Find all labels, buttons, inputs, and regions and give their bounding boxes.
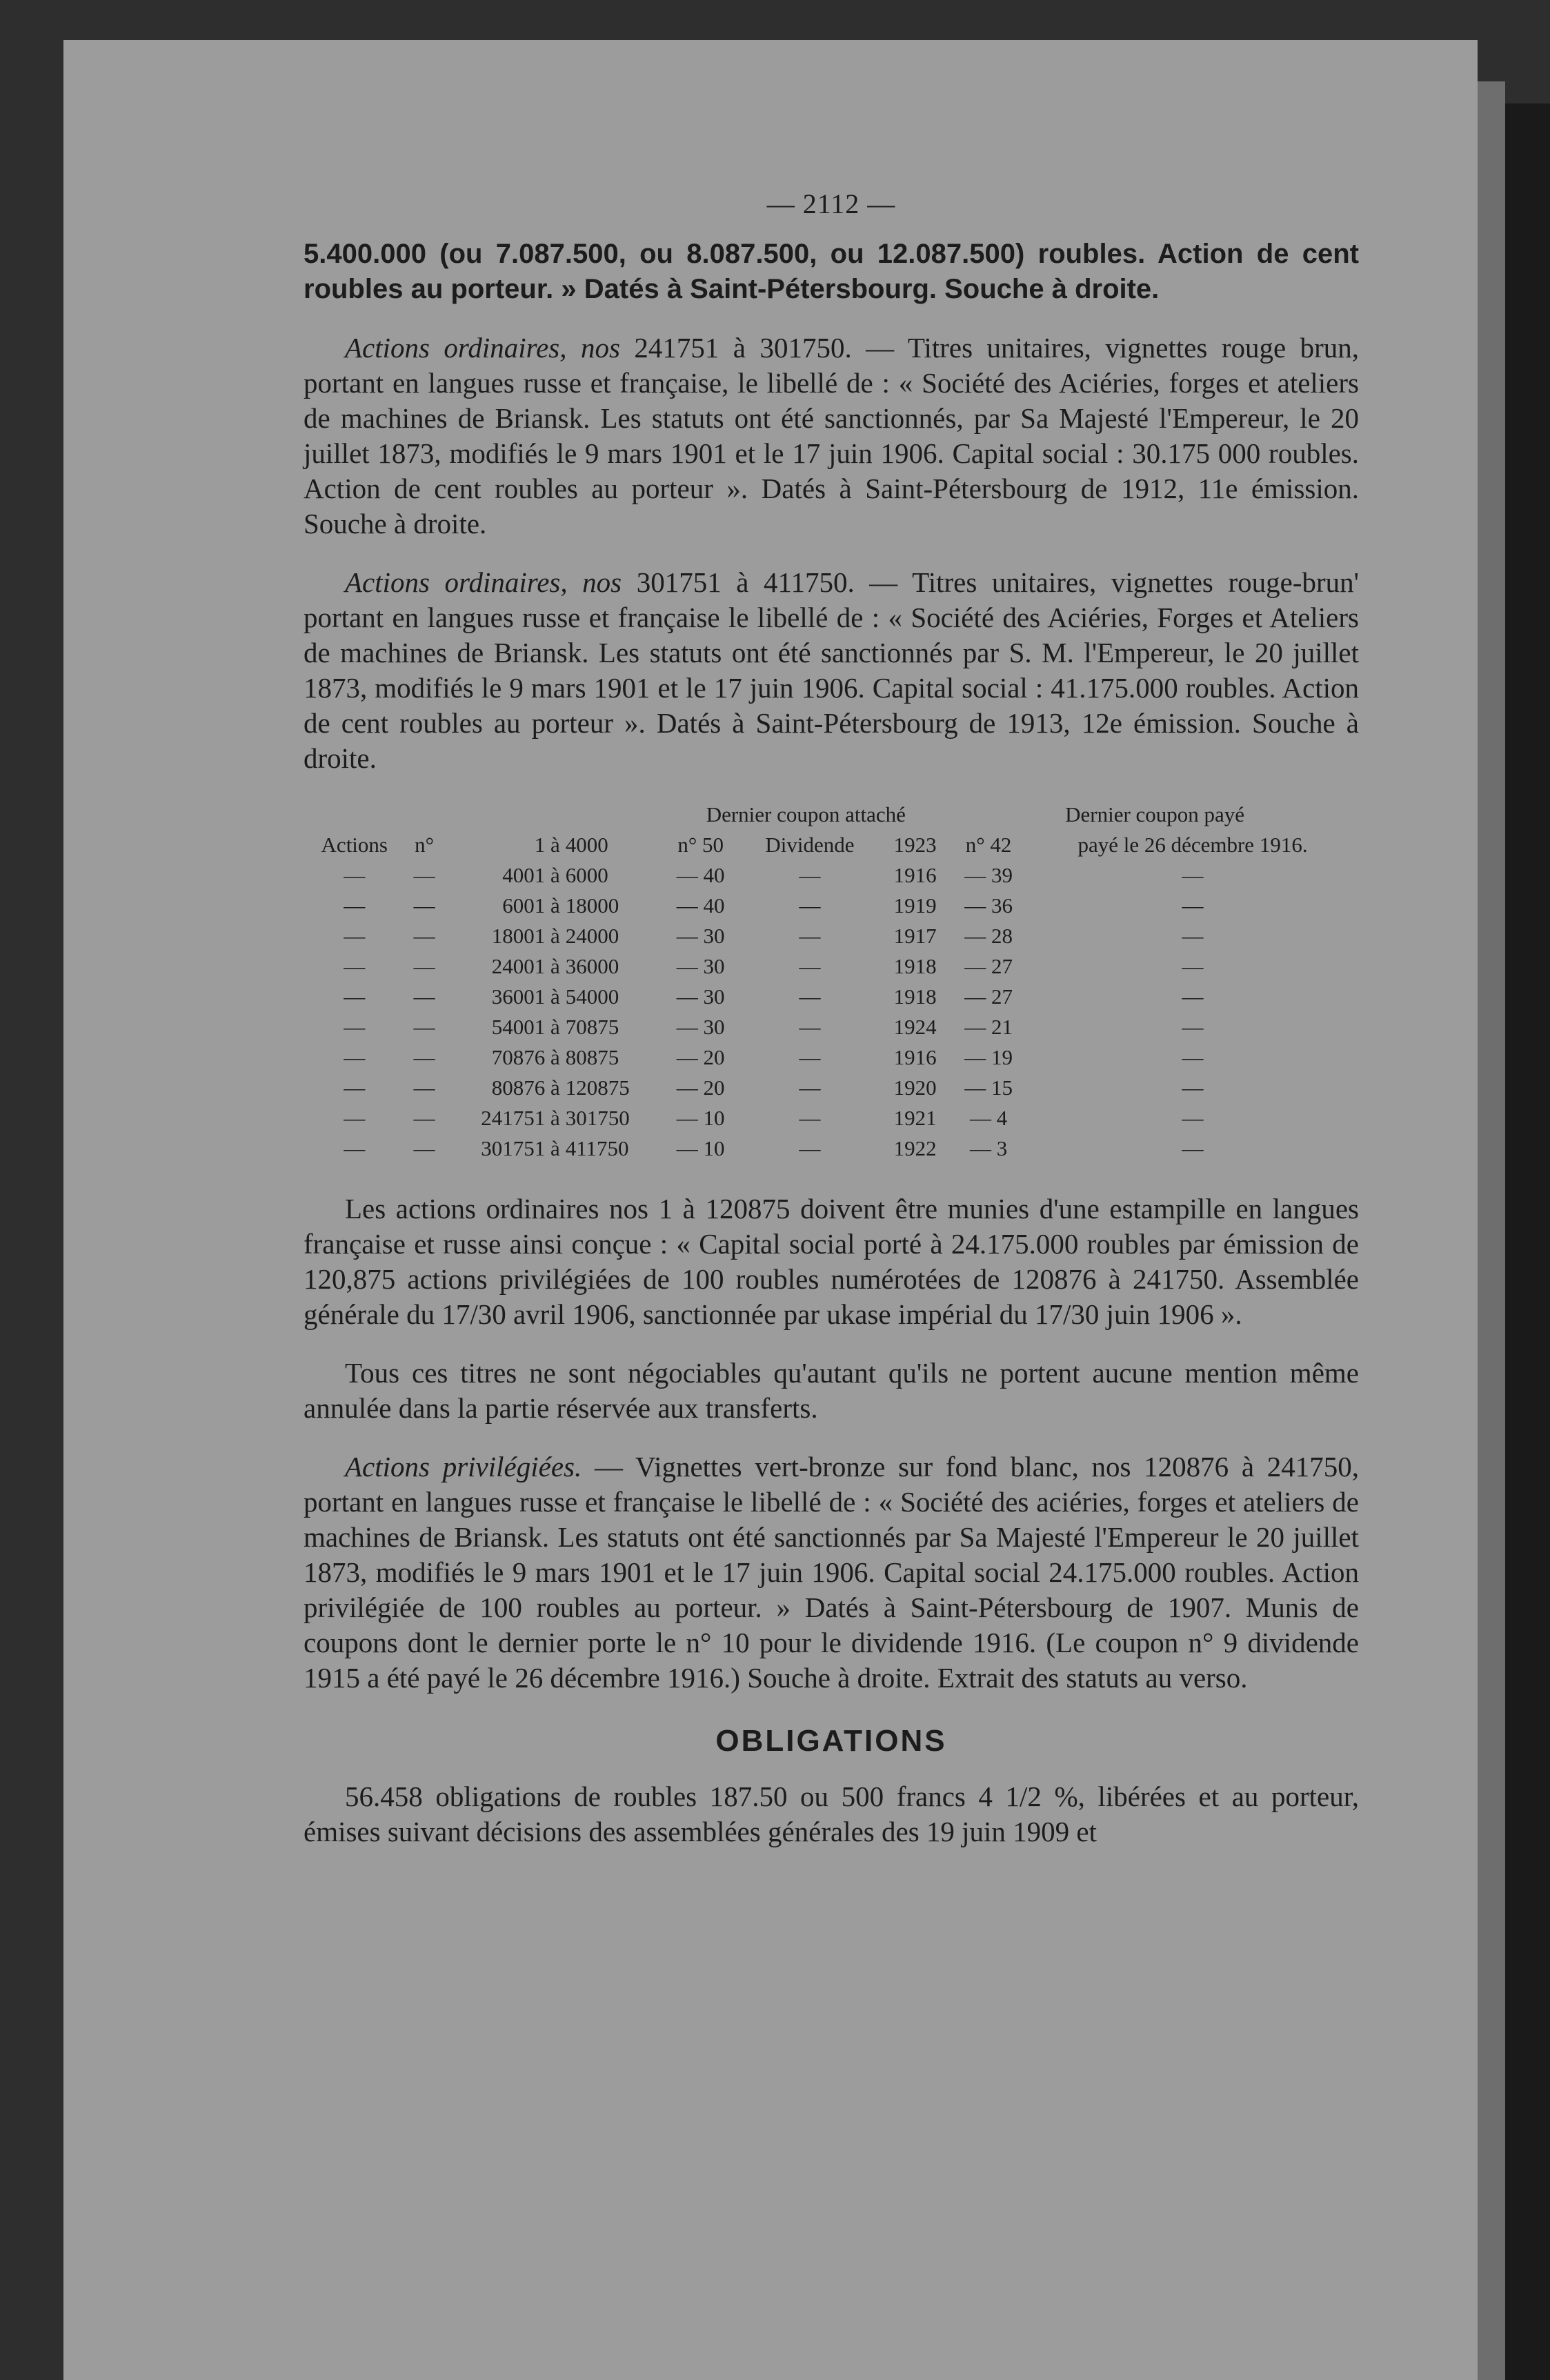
table-cell: 6001 à bbox=[502, 893, 560, 918]
table-row bbox=[304, 891, 1359, 921]
table-cell: — bbox=[799, 863, 821, 887]
table-row bbox=[304, 860, 1359, 891]
table-cell: — 19 bbox=[964, 1045, 1013, 1069]
table-cell: 24001 à bbox=[491, 954, 560, 978]
table-cell: — bbox=[799, 1106, 821, 1130]
table-cell: — bbox=[413, 1075, 435, 1100]
table-cell: 18001 à bbox=[491, 924, 560, 948]
table-cell: — bbox=[344, 1075, 366, 1100]
table-cell: — bbox=[344, 1106, 366, 1130]
paragraph-label: Actions ordinaires, bbox=[345, 332, 567, 364]
table-row bbox=[304, 982, 1359, 1012]
table-cell: — 40 bbox=[676, 863, 725, 887]
table-cell: — 10 bbox=[676, 1106, 725, 1130]
table-cell: 1917 bbox=[893, 924, 937, 948]
table-cell: — bbox=[799, 984, 821, 1009]
table-cell: 1918 bbox=[893, 954, 937, 978]
table-cell: — bbox=[413, 1106, 435, 1130]
table-cell: — bbox=[1182, 1106, 1204, 1130]
paragraph-text: — Titres unitaires, vignettes rouge brun, portant en langues russe et française, le libellé de : « Société des Aciéries, forges et ateliers de machines de Briansk. Les statuts ont été sanctionnés, par Sa Majesté l'Empereur, le 20 juillet 1873, modifiés le 9 mars 1901 et le 17 juin 1906. Capital social : 30.175 000 roubles. Action de cent roubles au porteur ». Datés à Saint-Pétersbourg de 1912, 11e émission. Souche à droite. bbox=[304, 332, 1360, 539]
table-cell: — bbox=[344, 863, 366, 887]
table-body bbox=[304, 860, 1359, 1164]
table-cell: 4001 à bbox=[502, 863, 560, 887]
paragraph-actions-ordinaires-2 bbox=[304, 565, 1359, 776]
table-header-cell: payé le 26 décembre 1916. bbox=[1077, 833, 1308, 857]
table-cell: — 28 bbox=[964, 924, 1013, 948]
table-header-cell: n° bbox=[415, 833, 435, 857]
table-header-cell: n° 42 bbox=[965, 833, 1012, 857]
table-cell: 70875 bbox=[565, 1015, 619, 1039]
table-cell: — bbox=[1182, 863, 1204, 887]
table-cell: — 10 bbox=[676, 1136, 725, 1160]
table-cell: — bbox=[1182, 1075, 1204, 1100]
table-cell: 24000 bbox=[565, 924, 619, 948]
range-text: 301751 à 411750. bbox=[636, 566, 855, 598]
table-row bbox=[304, 1012, 1359, 1042]
table-header-row bbox=[304, 830, 1359, 860]
table-cell: — 20 bbox=[676, 1075, 725, 1100]
range-text: 241751 à 301750. bbox=[634, 332, 852, 364]
table-cell: 411750 bbox=[565, 1136, 629, 1160]
table-cell: — bbox=[799, 1045, 821, 1069]
paragraph-obligations: 56.458 obligations de roubles 187.50 ou 500 francs 4 1/2 %, libérées et au porteur, émises suivant décisions des assemblées générales des 19 juin 1909 et bbox=[304, 1781, 1359, 1847]
table-header-cell: Actions bbox=[321, 833, 388, 857]
table-cell: — 21 bbox=[964, 1015, 1013, 1039]
table-cell: — bbox=[799, 1075, 821, 1100]
table-cell: — 20 bbox=[676, 1045, 725, 1069]
table-cell: — 27 bbox=[964, 954, 1013, 978]
table-cell: — 30 bbox=[676, 1015, 725, 1039]
table-header-cell: n° 50 bbox=[677, 833, 724, 857]
table-cell: 80876 à bbox=[491, 1075, 560, 1100]
coupon-table bbox=[304, 800, 1359, 1164]
table-cell: — 40 bbox=[676, 893, 725, 918]
table-cell: — bbox=[344, 924, 366, 948]
table-header-cell: Dividende bbox=[765, 833, 855, 857]
table-cell: 1916 bbox=[893, 863, 937, 887]
section-heading-obligations: OBLIGATIONS bbox=[715, 1724, 947, 1758]
table-cell: — 27 bbox=[964, 984, 1013, 1009]
table-cell: 1918 bbox=[893, 984, 937, 1009]
binding-strip bbox=[1505, 103, 1550, 2380]
table-header-cell: 1 à bbox=[534, 833, 560, 857]
table-cell: — bbox=[344, 954, 366, 978]
table-cell: 1921 bbox=[893, 1106, 937, 1130]
table-cell: 18000 bbox=[565, 893, 619, 918]
table-cell: — bbox=[1182, 1015, 1204, 1039]
table-cell: — bbox=[1182, 984, 1204, 1009]
paragraph-text: — Titres unitaires, vignettes rouge-brun' portant en langues russe et française le libellé de : « Société des Aciéries, Forges et Ateliers de machines de Briansk. Les statuts ont été sanctionnés par S. M. l'Empereur, le 20 juillet 1873, modifiés le 9 mars 1901 et le 17 juin 1906. Capital social : 41.175.000 roubles. Action de cent roubles au porteur ». Datés à Saint-Pétersbourg de 1913, 12e émission. Souche à droite. bbox=[304, 566, 1359, 774]
group-header-attache: Dernier coupon attaché bbox=[706, 802, 906, 826]
table-cell: — bbox=[344, 1136, 366, 1160]
paragraph-label: Actions ordinaires, bbox=[345, 566, 568, 598]
table-cell: — 30 bbox=[676, 924, 725, 948]
table-cell: — bbox=[1182, 893, 1204, 918]
table-cell: — bbox=[799, 954, 821, 978]
table-cell: 36000 bbox=[565, 954, 619, 978]
table-cell: 120875 bbox=[565, 1075, 630, 1100]
table-cell: — bbox=[413, 954, 435, 978]
paragraph-actions-privilegiees bbox=[304, 1449, 1359, 1696]
table-cell: 301750 bbox=[565, 1106, 630, 1130]
table-cell: 6000 bbox=[565, 863, 608, 887]
table-cell: — bbox=[344, 984, 366, 1009]
table-cell: — bbox=[1182, 954, 1204, 978]
table-header-cell: 1923 bbox=[893, 833, 937, 857]
table-cell: — bbox=[344, 1015, 366, 1039]
table-cell: — bbox=[413, 1136, 435, 1160]
page-number: — 2112 — bbox=[766, 188, 896, 219]
page-content bbox=[304, 186, 1359, 1873]
table-cell: — 30 bbox=[676, 984, 725, 1009]
table-cell: — bbox=[799, 1136, 821, 1160]
table-cell: — bbox=[413, 863, 435, 887]
table-cell: — 15 bbox=[964, 1075, 1013, 1100]
table-cell: 301751 à bbox=[481, 1136, 560, 1160]
table-cell: 1922 bbox=[893, 1136, 937, 1160]
intro-paragraph: 5.400.000 (ou 7.087.500, ou 8.087.500, ou 12.087.500) roubles. Action de cent roubles au porteur. » Datés à Saint-Pétersbourg. Souche à droite. bbox=[304, 239, 1359, 304]
table-cell: — 36 bbox=[964, 893, 1013, 918]
table-cell: — 4 bbox=[969, 1106, 1008, 1130]
table-row bbox=[304, 1103, 1359, 1133]
table-cell: — bbox=[413, 893, 435, 918]
paragraph-estampille: Les actions ordinaires nos 1 à 120875 doivent être munies d'une estampille en langues française et russe ainsi conçue : « Capital social porté à 24.175.000 roubles par émission de 120,875 actions privilégiées de 100 roubles numérotées de 120876 à 241750. Assemblée générale du 17/30 avril 1906, sanctionnée par ukase impérial du 17/30 juin 1906 ». bbox=[304, 1193, 1359, 1330]
table-cell: 70876 à bbox=[491, 1045, 560, 1069]
table-header-cell: 4000 bbox=[565, 833, 608, 857]
table-cell: 1920 bbox=[893, 1075, 937, 1100]
table-cell: 241751 à bbox=[481, 1106, 560, 1130]
table-cell: 54001 à bbox=[491, 1015, 560, 1039]
paragraph-actions-ordinaires-1 bbox=[304, 330, 1359, 542]
table-cell: — bbox=[413, 924, 435, 948]
group-header-paye: Dernier coupon payé bbox=[1065, 802, 1245, 826]
table-cell: 1924 bbox=[893, 1015, 937, 1039]
table-cell: — bbox=[413, 1015, 435, 1039]
table-cell: — bbox=[1182, 1045, 1204, 1069]
nos-label: nos bbox=[582, 566, 622, 598]
table-cell: 54000 bbox=[565, 984, 619, 1009]
table-cell: — bbox=[799, 924, 821, 948]
paragraph-label: Actions privilégiées. bbox=[345, 1451, 582, 1482]
table-cell: — 30 bbox=[676, 954, 725, 978]
table-cell: — bbox=[344, 1045, 366, 1069]
table-cell: — bbox=[799, 893, 821, 918]
table-cell: — 3 bbox=[969, 1136, 1008, 1160]
table-cell: — 39 bbox=[964, 863, 1013, 887]
page-edge bbox=[1478, 81, 1505, 2380]
table-cell: — bbox=[1182, 1136, 1204, 1160]
table-cell: 80875 bbox=[565, 1045, 619, 1069]
paragraph-text: — Vignettes vert-bronze sur fond blanc, nos 120876 à 241750, portant en langues russe et française le libellé de : « Société des aciéries, forges et ateliers de machines de Briansk. Les statuts ont été sanctionnés par Sa Majesté l'Empereur le 20 juillet 1873, modifiés le 9 mars 1901 et le 17 juin 1906. Capital social 24.175.000 roubles. Action privilégiée de 100 roubles au porteur. » Datés à Saint-Pétersbourg de 1907. Munis de coupons dont le dernier porte le n° 10 pour le dividende 1916. (Le coupon n° 9 dividende 1915 a été payé le 26 décembre 1916.) Souche à droite. Extrait des statuts au verso. bbox=[304, 1451, 1360, 1694]
table-cell: — bbox=[799, 1015, 821, 1039]
table-row bbox=[304, 951, 1359, 982]
table-cell: — bbox=[413, 984, 435, 1009]
table-cell: — bbox=[1182, 924, 1204, 948]
coupon-table-wrapper bbox=[304, 800, 1359, 1164]
table-cell: 36001 à bbox=[491, 984, 560, 1009]
table-cell: 1919 bbox=[893, 893, 937, 918]
table-row bbox=[304, 1042, 1359, 1073]
table-cell: — bbox=[413, 1045, 435, 1069]
table-row bbox=[304, 1133, 1359, 1164]
table-row bbox=[304, 1073, 1359, 1103]
nos-label: nos bbox=[580, 332, 620, 364]
table-cell: 1916 bbox=[893, 1045, 937, 1069]
table-row bbox=[304, 921, 1359, 951]
table-cell: — bbox=[344, 893, 366, 918]
paragraph-negociables: Tous ces titres ne sont négociables qu'autant qu'ils ne portent aucune mention même annulée dans la partie réservée aux transferts. bbox=[304, 1357, 1359, 1424]
